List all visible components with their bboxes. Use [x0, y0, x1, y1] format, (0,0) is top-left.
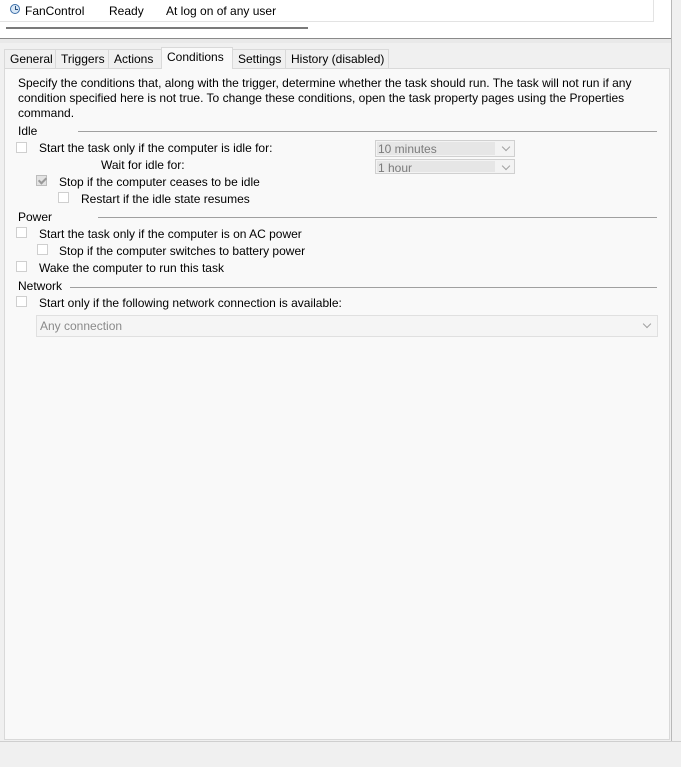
task-row[interactable]: [8, 4, 653, 20]
pane-splitter[interactable]: [0, 38, 671, 43]
network-available-label: Start only if the following network connection is available:: [39, 296, 342, 310]
stop-if-not-idle-checkbox[interactable]: [36, 175, 47, 186]
wait-duration-value: 1 hour: [378, 161, 413, 175]
task-status: Ready: [109, 4, 144, 18]
ac-power-label: Start the task only if the computer is on AC power: [39, 227, 302, 241]
idle-duration-value: 10 minutes: [378, 142, 437, 156]
restart-idle-label: Restart if the idle state resumes: [81, 192, 250, 206]
network-connection-value: Any connection: [40, 319, 123, 333]
chevron-down-icon: [502, 162, 510, 170]
window-edge-line: [671, 0, 672, 741]
network-group-line: [70, 287, 657, 288]
tab-strip: [4, 47, 671, 69]
horizontal-scrollbar[interactable]: [6, 27, 308, 29]
network-available-checkbox[interactable]: [16, 296, 27, 307]
status-bar: [0, 741, 681, 767]
idle-start-label: Start the task only if the computer is idle for:: [39, 141, 273, 155]
restart-idle-checkbox[interactable]: [58, 192, 69, 203]
stop-if-not-idle-label: Stop if the computer ceases to be idle: [59, 175, 260, 189]
idle-duration-select[interactable]: [375, 140, 515, 157]
idle-group-line: [78, 131, 657, 132]
task-list: [0, 0, 672, 38]
network-connection-select[interactable]: [36, 315, 658, 337]
wait-duration-select[interactable]: [375, 159, 515, 174]
battery-stop-checkbox[interactable]: [37, 244, 48, 255]
tab-settings[interactable]: Settings: [232, 49, 286, 68]
idle-group-label: Idle: [18, 124, 38, 138]
tab-conditions[interactable]: Conditions: [161, 47, 233, 69]
idle-start-checkbox[interactable]: [16, 142, 27, 153]
window-edge: [671, 0, 681, 741]
wake-computer-label: Wake the computer to run this task: [39, 261, 224, 275]
battery-stop-label: Stop if the computer switches to battery power: [59, 244, 306, 258]
tab-history[interactable]: History (disabled): [285, 49, 389, 68]
chevron-down-icon: [643, 320, 651, 328]
task-name: FanControl: [25, 4, 85, 18]
row-divider: [0, 21, 654, 22]
ac-power-checkbox[interactable]: [16, 227, 27, 238]
tab-general[interactable]: General: [4, 49, 56, 68]
wake-computer-checkbox[interactable]: [16, 261, 27, 272]
task-trigger: At log on of any user: [166, 4, 277, 18]
conditions-description: Specify the conditions that, along with the trigger, determine whether the task should run. The task will not run if any condition specified here is not true. To change these conditions, open the task property pages using the Properties command.: [18, 76, 632, 120]
network-group-label: Network: [18, 279, 63, 293]
column-divider: [653, 0, 654, 21]
chevron-down-icon: [502, 143, 510, 151]
power-group-line: [98, 217, 657, 218]
tab-triggers[interactable]: Triggers: [55, 49, 109, 68]
tab-actions[interactable]: Actions: [108, 49, 162, 68]
wait-idle-label: Wait for idle for:: [101, 158, 185, 172]
power-group-label: Power: [18, 210, 53, 224]
task-clock-icon: [10, 4, 20, 14]
